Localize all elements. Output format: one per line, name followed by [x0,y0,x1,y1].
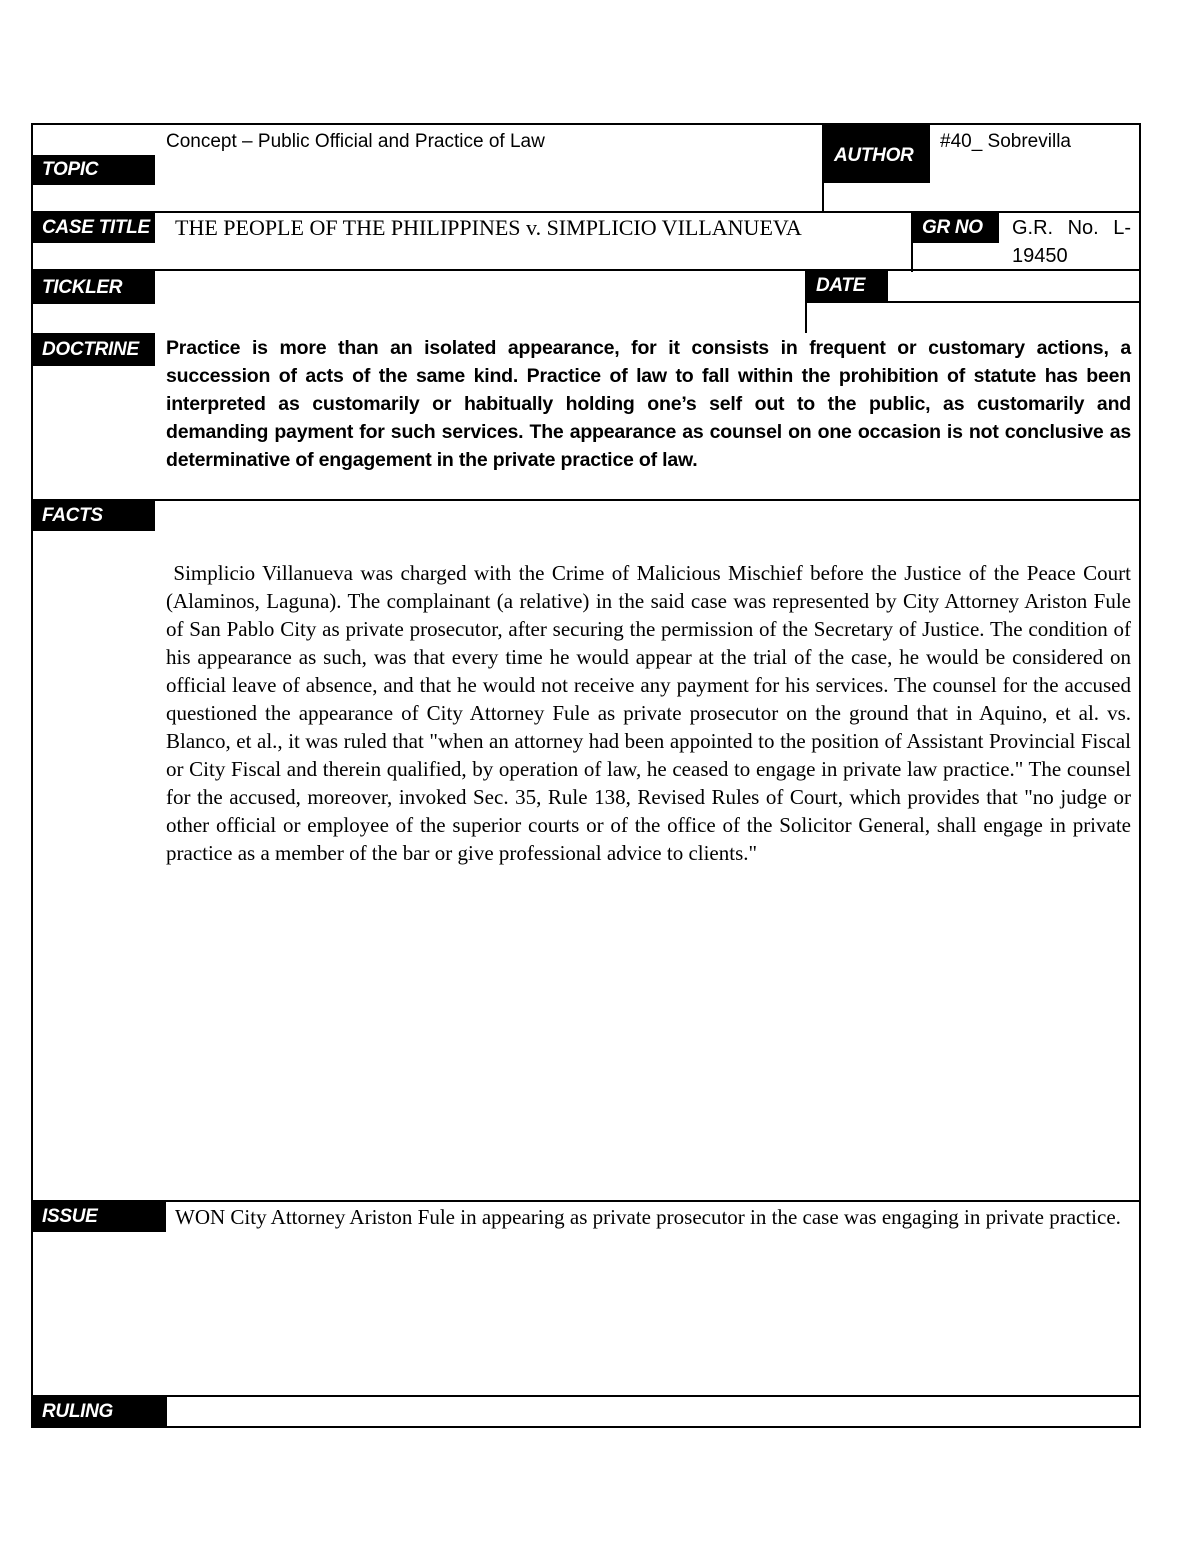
case-title-label: CASE TITLE [33,213,155,243]
ruling-label: RULING [33,1397,165,1427]
doctrine-value: Practice is more than an isolated appearance, for it consists in frequent or customary actions, a succession of acts of the same kind. Practice of law to fall within the prohibition of statute has been interpreted as customarily or habitually holding one’s self out to the public, as customarily and demanding payment for such services. The appearance as counsel on one occasion is not conclusive as determinative of engagement in the private practice of law. [166,337,1131,471]
date-label: DATE [807,271,888,302]
divider-facts-bottom [31,1200,1141,1202]
gr-no-value: G.R. No. L-19450 [1012,217,1131,267]
divider-issue-bottom [31,1395,1141,1397]
author-label: AUTHOR [824,125,930,183]
tickler-label: TICKLER [33,271,155,304]
topic-label: TOPIC [33,155,155,185]
facts-value: Simplicio Villanueva was charged with the Crime of Malicious Mischief before the Justice of the Peace Court (Alaminos, Laguna). The complainant (a relative) in the said case was represented by City Attorney Ariston Fule of San Pablo City as private prosecutor, after securing the permission of the Secretary of Justice. The condition of his appearance as such, was that every time he would appear at the trial of the case, he would be considered on official leave of absence, and that he would not receive any payment for his services. The counsel for the accused questioned the appearance of City Attorney Fule as private prosecutor on the ground that in Aquino, et al. vs. Blanco, et al., it was ruled that "when an attorney had been appointed to the position of Assistant Provincial Fiscal or City Fiscal and therein qualified, by operation of law, he ceased to engage in private law practice." The counsel for the accused, moreover, invoked Sec. 35, Rule 138, Revised Rules of Court, which provides that "no judge or other official or employee of the superior courts or of the office of the Solicitor General, shall engage in private practice as a member of the bar or give professional advice to clients." [166,561,1137,865]
divider-case-title-bottom [31,269,1141,271]
facts-label: FACTS [33,501,155,531]
gr-no-label: GR NO [913,213,999,243]
author-value: #40_ Sobrevilla [940,131,1071,152]
topic-value: Concept – Public Official and Practice of Law [166,131,545,152]
divider-doctrine-bottom [31,499,1141,501]
issue-label: ISSUE [33,1202,166,1232]
issue-value: WON City Attorney Ariston Fule in appearing as private prosecutor in the case was engaging in private practice. [175,1205,1121,1229]
divider-ruling-left [165,1396,167,1427]
doctrine-label: DOCTRINE [33,333,155,366]
case-title-value: THE PEOPLE OF THE PHILIPPINES v. SIMPLICIO VILLANUEVA [175,215,802,240]
